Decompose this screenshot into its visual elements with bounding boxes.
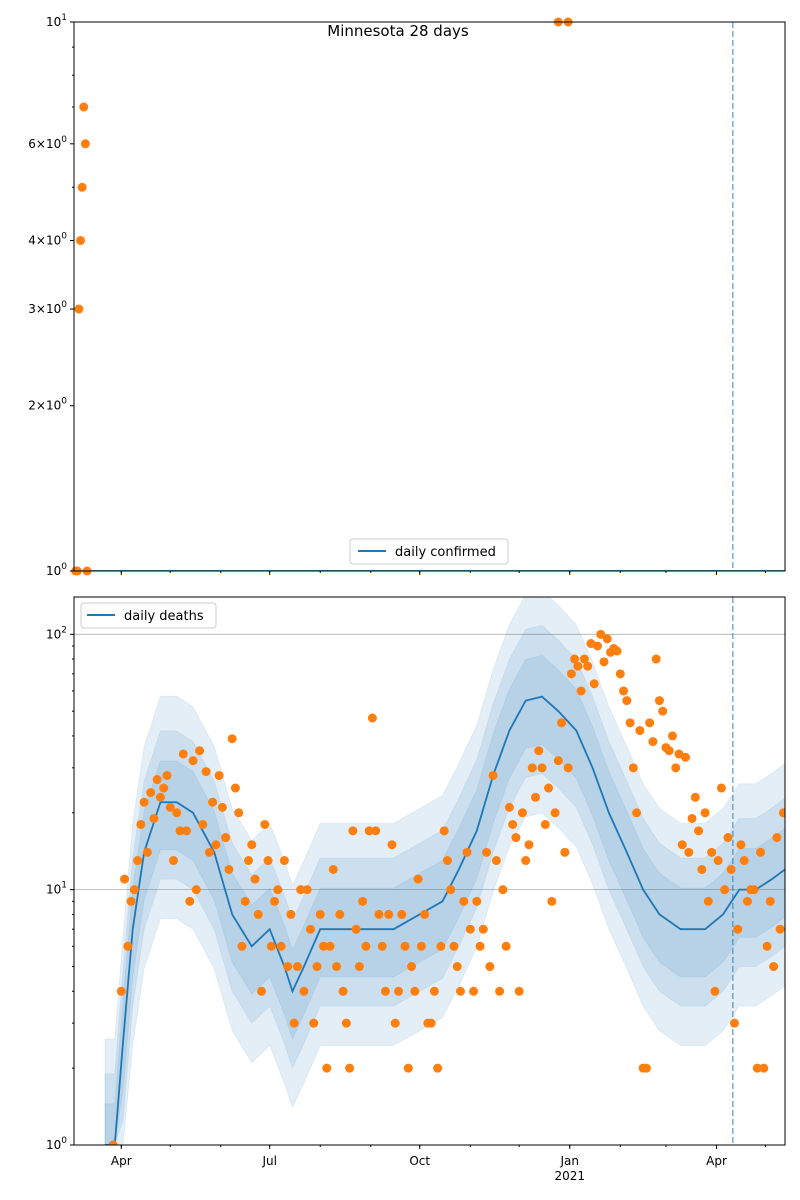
deaths-point xyxy=(149,814,158,823)
deaths-point xyxy=(466,925,475,934)
deaths-point xyxy=(159,784,168,793)
y-tick-label: $2\times 10^0$ xyxy=(28,396,67,413)
deaths-point xyxy=(247,840,256,849)
deaths-point xyxy=(339,987,348,996)
x-tick-label: Jan xyxy=(560,1154,579,1168)
deaths-point xyxy=(577,686,586,695)
deaths-point xyxy=(622,696,631,705)
deaths-point xyxy=(678,840,687,849)
deaths-point xyxy=(645,718,654,727)
deaths-point xyxy=(407,962,416,971)
deaths-point xyxy=(179,749,188,758)
deaths-point xyxy=(665,746,674,755)
deaths-point xyxy=(557,718,566,727)
y-tick-label: $10^2$ xyxy=(45,625,67,642)
deaths-point xyxy=(312,962,321,971)
deaths-point xyxy=(531,793,540,802)
deaths-point xyxy=(551,808,560,817)
deaths-point xyxy=(251,875,260,884)
deaths-point xyxy=(368,714,377,723)
deaths-point xyxy=(492,856,501,865)
deaths-legend-label: daily deaths xyxy=(124,609,204,624)
y-tick-label: $10^1$ xyxy=(45,13,67,29)
deaths-point xyxy=(202,767,211,776)
deaths-point xyxy=(140,798,149,807)
deaths-point xyxy=(273,885,282,894)
deaths-point xyxy=(436,942,445,951)
deaths-point xyxy=(613,647,622,656)
deaths-point xyxy=(162,771,171,780)
deaths-point xyxy=(593,641,602,650)
deaths-point xyxy=(720,885,729,894)
deaths-point xyxy=(218,803,227,812)
deaths-point xyxy=(603,634,612,643)
deaths-point xyxy=(433,1064,442,1073)
deaths-point xyxy=(479,925,488,934)
x-tick-label: Apr xyxy=(706,1154,727,1168)
deaths-point xyxy=(590,679,599,688)
deaths-point xyxy=(498,885,507,894)
deaths-point xyxy=(146,788,155,797)
deaths-legend xyxy=(81,603,216,628)
deaths-point xyxy=(260,820,269,829)
deaths-point xyxy=(567,669,576,678)
deaths-point xyxy=(710,987,719,996)
deaths-point xyxy=(374,910,383,919)
deaths-point xyxy=(189,756,198,765)
y-tick-label: $10^0$ xyxy=(45,1136,67,1152)
deaths-point xyxy=(326,942,335,951)
deaths-point xyxy=(299,987,308,996)
deaths-point xyxy=(117,987,126,996)
deaths-point xyxy=(648,737,657,746)
deaths-point xyxy=(355,962,364,971)
deaths-point xyxy=(420,910,429,919)
deaths-point xyxy=(505,803,514,812)
deaths-point xyxy=(254,910,263,919)
x-tick-label: Apr xyxy=(110,1154,132,1168)
deaths-point xyxy=(684,848,693,857)
deaths-point xyxy=(306,925,315,934)
confirmed-legend-label: daily confirmed xyxy=(395,545,496,560)
deaths-point xyxy=(244,856,253,865)
deaths-point xyxy=(348,826,357,835)
deaths-point xyxy=(635,726,644,735)
deaths-point xyxy=(694,826,703,835)
deaths-point xyxy=(211,840,220,849)
confirmed-legend xyxy=(350,539,508,564)
deaths-point xyxy=(453,962,462,971)
deaths-point xyxy=(387,840,396,849)
deaths-point xyxy=(156,793,165,802)
deaths-point xyxy=(515,987,524,996)
deaths-point xyxy=(518,808,527,817)
deaths-point xyxy=(198,820,207,829)
deaths-point xyxy=(472,897,481,906)
deaths-point xyxy=(554,756,563,765)
deaths-point xyxy=(185,897,194,906)
deaths-point xyxy=(691,793,700,802)
deaths-point xyxy=(332,962,341,971)
confirmed-point xyxy=(81,139,90,148)
deaths-point xyxy=(704,897,713,906)
deaths-point xyxy=(759,1064,768,1073)
deaths-point xyxy=(619,686,628,695)
y-tick-label: $6\times 10^0$ xyxy=(28,134,67,151)
deaths-point xyxy=(234,808,243,817)
deaths-point xyxy=(717,784,726,793)
deaths-point xyxy=(427,1019,436,1028)
deaths-point xyxy=(224,865,233,874)
deaths-point xyxy=(534,746,543,755)
deaths-point xyxy=(463,848,472,857)
deaths-point xyxy=(182,826,191,835)
deaths-point xyxy=(776,925,785,934)
deaths-point xyxy=(342,1019,351,1028)
deaths-point xyxy=(384,910,393,919)
deaths-point xyxy=(153,775,162,784)
deaths-point xyxy=(723,833,732,842)
deaths-point xyxy=(456,987,465,996)
deaths-point xyxy=(573,662,582,671)
deaths-point xyxy=(345,1064,354,1073)
deaths-point xyxy=(440,826,449,835)
deaths-point xyxy=(521,856,530,865)
deaths-point xyxy=(743,897,752,906)
deaths-point xyxy=(655,696,664,705)
deaths-point xyxy=(502,942,511,951)
deaths-point xyxy=(750,885,759,894)
deaths-point xyxy=(766,897,775,906)
deaths-point xyxy=(430,987,439,996)
deaths-point xyxy=(127,897,136,906)
deaths-point xyxy=(599,657,608,666)
deaths-point xyxy=(417,942,426,951)
deaths-point xyxy=(733,925,742,934)
deaths-point xyxy=(303,885,312,894)
deaths-point xyxy=(701,808,710,817)
deaths-point xyxy=(397,910,406,919)
deaths-point xyxy=(143,848,152,857)
confirmed-point xyxy=(76,236,85,245)
deaths-point xyxy=(756,848,765,857)
deaths-point xyxy=(476,942,485,951)
deaths-point xyxy=(528,763,537,772)
y-tick-label: $3\times 10^0$ xyxy=(28,300,67,317)
deaths-point xyxy=(730,1019,739,1028)
deaths-point xyxy=(371,826,380,835)
deaths-point xyxy=(290,1019,299,1028)
deaths-point xyxy=(446,885,455,894)
deaths-point xyxy=(668,731,677,740)
deaths-point xyxy=(688,814,697,823)
deaths-point xyxy=(658,707,667,716)
deaths-point xyxy=(681,753,690,762)
confirmed-point xyxy=(79,103,88,112)
deaths-point xyxy=(736,840,745,849)
x-tick-label: 2021 xyxy=(554,1169,586,1183)
deaths-point xyxy=(740,856,749,865)
deaths-point xyxy=(286,910,295,919)
deaths-point xyxy=(270,897,279,906)
deaths-point xyxy=(172,808,181,817)
deaths-point xyxy=(459,897,468,906)
deaths-point xyxy=(524,840,533,849)
deaths-point xyxy=(120,875,129,884)
deaths-point xyxy=(769,962,778,971)
deaths-point xyxy=(335,910,344,919)
confirmed-point xyxy=(74,305,83,314)
deaths-point xyxy=(616,669,625,678)
deaths-point xyxy=(277,942,286,951)
deaths-point xyxy=(560,848,569,857)
deaths-point xyxy=(508,820,517,829)
deaths-point xyxy=(707,848,716,857)
deaths-point xyxy=(237,942,246,951)
deaths-point xyxy=(123,942,132,951)
deaths-point xyxy=(538,763,547,772)
deaths-point xyxy=(241,897,250,906)
deaths-point xyxy=(195,746,204,755)
deaths-point xyxy=(391,1019,400,1028)
deaths-point xyxy=(541,820,550,829)
deaths-point xyxy=(221,833,230,842)
deaths-point xyxy=(449,942,458,951)
deaths-point xyxy=(414,875,423,884)
deaths-point xyxy=(652,655,661,664)
deaths-point xyxy=(257,987,266,996)
deaths-point xyxy=(404,1064,413,1073)
deaths-point xyxy=(626,718,635,727)
confirmed-point xyxy=(78,183,87,192)
deaths-point xyxy=(381,987,390,996)
deaths-point xyxy=(714,856,723,865)
deaths-point xyxy=(352,925,361,934)
deaths-point xyxy=(378,942,387,951)
y-tick-label: $10^0$ xyxy=(45,562,67,578)
deaths-point xyxy=(583,662,592,671)
deaths-point xyxy=(671,763,680,772)
deaths-point xyxy=(482,848,491,857)
deaths-point xyxy=(410,987,419,996)
deaths-point xyxy=(133,856,142,865)
deaths-point xyxy=(629,763,638,772)
deaths-point xyxy=(632,808,641,817)
deaths-point xyxy=(727,865,736,874)
deaths-point xyxy=(322,1064,331,1073)
deaths-point xyxy=(169,856,178,865)
deaths-point xyxy=(264,856,273,865)
deaths-point xyxy=(267,942,276,951)
deaths-point xyxy=(231,784,240,793)
deaths-point xyxy=(544,784,553,793)
deaths-point xyxy=(763,942,772,951)
x-tick-label: Jul xyxy=(262,1154,277,1168)
deaths-point xyxy=(511,833,520,842)
deaths-point xyxy=(495,987,504,996)
deaths-point xyxy=(394,987,403,996)
deaths-point xyxy=(130,885,139,894)
deaths-point xyxy=(136,820,145,829)
deaths-point xyxy=(469,987,478,996)
deaths-point xyxy=(547,897,556,906)
deaths-point xyxy=(772,833,781,842)
deaths-point xyxy=(283,962,292,971)
deaths-point xyxy=(485,962,494,971)
deaths-point xyxy=(443,856,452,865)
deaths-point xyxy=(401,942,410,951)
deaths-point xyxy=(358,897,367,906)
deaths-point xyxy=(697,865,706,874)
deaths-point xyxy=(228,734,237,743)
deaths-point xyxy=(361,942,370,951)
y-tick-label: $10^1$ xyxy=(45,880,67,897)
deaths-point xyxy=(215,771,224,780)
deaths-point xyxy=(329,865,338,874)
deaths-point xyxy=(564,763,573,772)
y-tick-label: $4\times 10^0$ xyxy=(28,231,67,248)
deaths-point xyxy=(205,848,214,857)
deaths-point xyxy=(208,798,217,807)
deaths-point xyxy=(642,1064,651,1073)
deaths-point xyxy=(309,1019,318,1028)
deaths-point xyxy=(316,910,325,919)
chart-title: Minnesota 28 days xyxy=(327,22,469,40)
deaths-point xyxy=(489,771,498,780)
x-tick-label: Oct xyxy=(409,1154,431,1168)
deaths-point xyxy=(192,885,201,894)
deaths-point xyxy=(280,856,289,865)
deaths-point xyxy=(293,962,302,971)
